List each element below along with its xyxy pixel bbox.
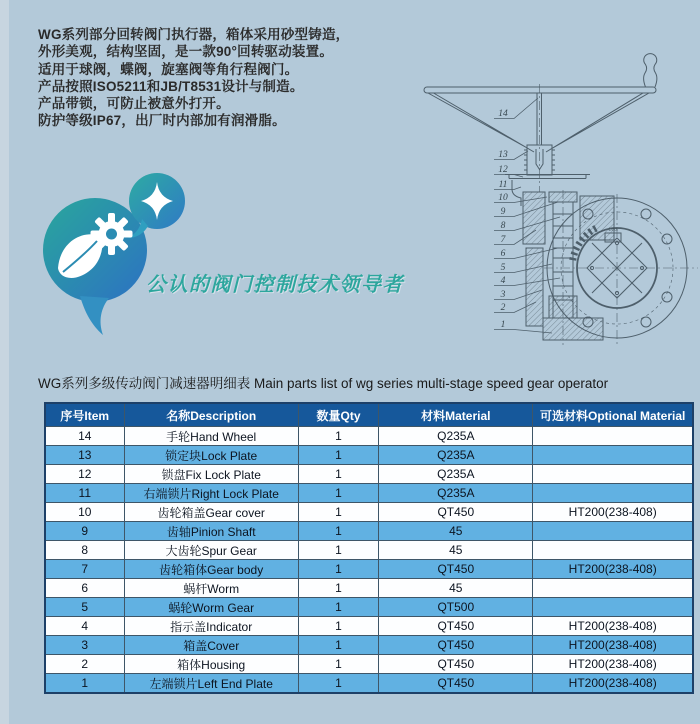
header-item: 序号Item: [45, 403, 124, 427]
callout-label: 2: [500, 303, 506, 313]
cell-item: 10: [45, 503, 124, 522]
intro-line: 产品按照ISO5211和JB/T8531设计与制造。: [38, 78, 304, 94]
header-optional-material: 可选材料Optional Material: [533, 403, 693, 427]
table-row: [45, 484, 693, 503]
cell-qty: 1: [298, 541, 378, 560]
table-row: [45, 503, 693, 522]
intro-line: 适用于球阀，蝶阀，旋塞阀等角行程阀门。: [38, 61, 299, 77]
table-row: [45, 598, 693, 617]
cell-optional: HT200(238-408): [533, 674, 693, 694]
table-row: [45, 522, 693, 541]
parts-table: [44, 402, 694, 694]
cell-qty: 1: [298, 484, 378, 503]
page-left-strip: [0, 0, 9, 724]
cell-item: 4: [45, 617, 124, 636]
cell-optional: [533, 598, 693, 617]
intro-line: 产品带锁，可防止被意外打开。: [38, 96, 230, 112]
table-row: [45, 636, 693, 655]
cell-item: 8: [45, 541, 124, 560]
table-header-row: [45, 403, 693, 427]
cell-qty: 1: [298, 655, 378, 674]
header-description: 名称Description: [124, 403, 298, 427]
callout-label: 5: [500, 263, 506, 273]
cell-description: 齿轴Pinion Shaft: [124, 522, 298, 541]
table-row: [45, 617, 693, 636]
cell-item: 2: [45, 655, 124, 674]
cell-description: 蜗杆Worm: [124, 579, 298, 598]
cell-description: 齿轮箱体Gear body: [124, 560, 298, 579]
callout-label: 1: [500, 320, 506, 330]
cell-material: Q235A: [379, 427, 533, 446]
cell-qty: 1: [298, 465, 378, 484]
table-row: [45, 674, 693, 694]
hand-wheel: [424, 54, 657, 152]
intro-line: WG系列部分回转阀门执行器，箱体采用砂型铸造，: [38, 27, 350, 42]
cell-description: 蜗轮Worm Gear: [124, 598, 298, 617]
cell-material: QT450: [379, 503, 533, 522]
table-row: [45, 465, 693, 484]
header-material: 材料Material: [379, 403, 533, 427]
cell-qty: 1: [298, 579, 378, 598]
callout-label: 7: [500, 235, 506, 245]
gear-operator-drawing: [412, 45, 700, 357]
cell-optional: HT200(238-408): [533, 655, 693, 674]
callout-label: 4: [500, 276, 506, 286]
cell-qty: 1: [298, 427, 378, 446]
table-row: [45, 446, 693, 465]
intro-line: 防护等级IP67，出厂时内部加有润滑脂。: [38, 113, 286, 129]
tiny-drawing-label: UNS: [608, 228, 618, 233]
cell-optional: HT200(238-408): [533, 560, 693, 579]
header-qty: 数量Qty: [298, 403, 378, 427]
callout-label: 14: [498, 109, 508, 119]
callout-label: 12: [498, 165, 508, 175]
cell-material: QT450: [379, 617, 533, 636]
table-row: [45, 560, 693, 579]
cell-description: 齿轮箱盖Gear cover: [124, 503, 298, 522]
cell-material: QT500: [379, 598, 533, 617]
intro-line: 外形美观，结构坚固，是一款90°回转驱动装置。: [38, 44, 334, 60]
cell-item: 14: [45, 427, 124, 446]
cell-optional: [533, 484, 693, 503]
cell-optional: HT200(238-408): [533, 617, 693, 636]
intro-paragraph: [38, 26, 398, 130]
cell-material: QT450: [379, 560, 533, 579]
cell-item: 6: [45, 579, 124, 598]
callout-label: 11: [498, 180, 508, 190]
cell-material: QT450: [379, 655, 533, 674]
cell-qty: 1: [298, 503, 378, 522]
cell-material: 45: [379, 541, 533, 560]
cell-material: QT450: [379, 636, 533, 655]
cell-optional: [533, 522, 693, 541]
cell-material: 45: [379, 579, 533, 598]
table-row: [45, 541, 693, 560]
cell-item: 11: [45, 484, 124, 503]
cell-description: 大齿轮Spur Gear: [124, 541, 298, 560]
cell-item: 3: [45, 636, 124, 655]
brand-slogan: 公认的阀门控制技术领导者: [146, 274, 404, 296]
cell-material: Q235A: [379, 465, 533, 484]
cell-item: 7: [45, 560, 124, 579]
table-row: [45, 655, 693, 674]
cell-description: 指示盖Indicator: [124, 617, 298, 636]
cell-item: 1: [45, 674, 124, 694]
cell-description: 锁盘Fix Lock Plate: [124, 465, 298, 484]
cell-material: Q235A: [379, 484, 533, 503]
cell-description: 右端锁片Right Lock Plate: [124, 484, 298, 503]
cell-description: 手轮Hand Wheel: [124, 427, 298, 446]
cell-material: QT450: [379, 674, 533, 694]
cell-optional: [533, 427, 693, 446]
callout-label: 6: [500, 249, 506, 259]
cell-qty: 1: [298, 598, 378, 617]
cell-qty: 1: [298, 636, 378, 655]
cell-optional: [533, 465, 693, 484]
cell-item: 12: [45, 465, 124, 484]
cell-optional: [533, 541, 693, 560]
cell-qty: 1: [298, 617, 378, 636]
callout-label: 3: [500, 290, 506, 300]
cell-description: 箱体Housing: [124, 655, 298, 674]
callout-label: 13: [498, 150, 508, 160]
cell-optional: HT200(238-408): [533, 636, 693, 655]
cell-description: 左端锁片Left End Plate: [124, 674, 298, 694]
cell-qty: 1: [298, 522, 378, 541]
cell-item: 13: [45, 446, 124, 465]
cell-optional: [533, 446, 693, 465]
table-row: [45, 579, 693, 598]
cell-qty: 1: [298, 560, 378, 579]
callout-label: 8: [500, 221, 506, 231]
cell-qty: 1: [298, 674, 378, 694]
cell-qty: 1: [298, 446, 378, 465]
cell-optional: HT200(238-408): [533, 503, 693, 522]
table-row: [45, 427, 693, 446]
parts-table-title: WG系列多级传动阀门减速器明细表 Main parts list of wg series multi-stage speed gear operator: [38, 376, 609, 391]
cell-item: 5: [45, 598, 124, 617]
cell-description: 锁定块Lock Plate: [124, 446, 298, 465]
cell-description: 箱盖Cover: [124, 636, 298, 655]
cell-item: 9: [45, 522, 124, 541]
cell-optional: [533, 579, 693, 598]
callout-label: 10: [498, 193, 508, 203]
brand-logo: [38, 166, 222, 340]
callout-label: 9: [500, 207, 506, 217]
cell-material: 45: [379, 522, 533, 541]
cell-material: Q235A: [379, 446, 533, 465]
